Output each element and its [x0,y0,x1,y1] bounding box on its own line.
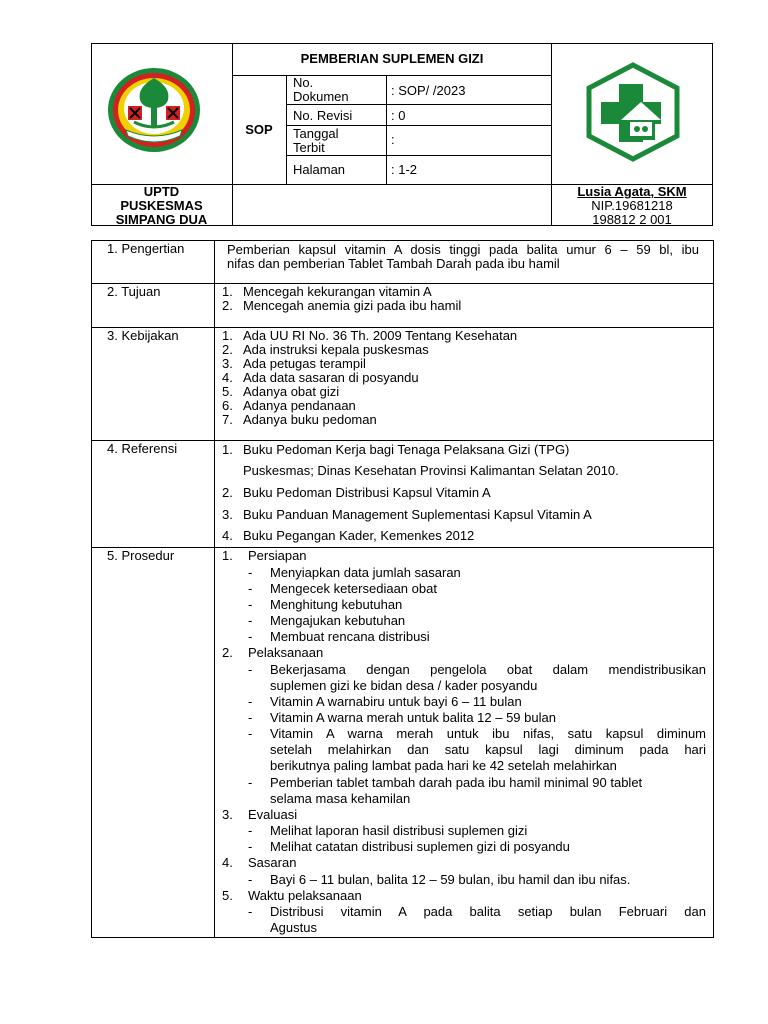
org-line-2: PUSKESMAS [120,198,203,213]
kebijakan-item: Adanya buku pedoman [243,412,377,427]
prosedur-step-num: 5. [222,888,233,903]
field-label-no-revisi: No. Revisi [293,108,353,123]
bullet-dash: - [248,726,253,741]
section-label-tujuan: 2. Tujuan [107,284,161,299]
kebijakan-num: 7. [222,412,233,427]
doc-title: PEMBERIAN SUPLEMEN GIZI [300,51,484,66]
sop-label: SOP [245,122,273,137]
bullet-dash: - [248,872,253,887]
referensi-num: 3. [222,507,233,522]
kebijakan-item: Ada data sasaran di posyandu [243,370,419,385]
kebijakan-num: 6. [222,398,233,413]
prosedur-item: Melihat catatan distribusi suplemen gizi di posyandu [270,839,570,854]
field-label-tanggal: Tanggal [293,126,339,141]
referensi-item: Buku Panduan Management Suplementasi Kapsul Vitamin A [243,507,592,522]
referensi-num: 4. [222,528,233,543]
prosedur-step-num: 1. [222,548,233,563]
bullet-dash: - [248,823,253,838]
header-divider [286,75,287,185]
prosedur-item: Menyiapkan data jumlah sasaran [270,565,461,580]
field-label-terbit: Terbit [293,140,325,155]
prosedur-item-cont: berikutnya paling lambat pada hari ke 42 setelah melahirkan [270,758,617,773]
bullet-dash: - [248,565,253,580]
prosedur-item-cont: suplemen gizi ke bidan desa / kader posyandu [270,678,538,693]
section-label-kebijakan: 3. Kebijakan [107,328,179,343]
bullet-dash: - [248,597,253,612]
prosedur-item-cont: selama masa kehamilan [270,791,411,806]
pengertian-line-1: Pemberian kapsul vitamin A dosis tinggi pada balita umur 6 – 59 bl, ibu [227,242,699,257]
prosedur-step-num: 3. [222,807,233,822]
prosedur-item: Melihat laporan hasil distribusi suplemen gizi [270,823,528,838]
kebijakan-item: Ada UU RI No. 36 Th. 2009 Tentang Kesehatan [243,328,518,343]
field-value-halaman: : 1-2 [391,162,418,177]
org-line-3: SIMPANG DUA [115,212,208,227]
field-value-no-dokumen: : SOP/ /2023 [391,83,466,98]
prosedur-item: Distribusi vitamin A pada balita setiap bulan Februari dan [270,904,706,919]
prosedur-item: Bayi 6 – 11 bulan, balita 12 – 59 bulan, ibu hamil dan ibu nifas. [270,872,631,887]
puskesmas-emblem-icon [585,62,681,162]
header-divider [286,104,552,105]
bullet-dash: - [248,904,253,919]
prosedur-item: Vitamin A warna merah untuk balita 12 – 59 bulan [270,710,556,725]
prosedur-step-title: Evaluasi [248,807,298,822]
referensi-item: Buku Pedoman Distribusi Kapsul Vitamin A [243,485,491,500]
header-divider [286,155,552,156]
bullet-dash: - [248,662,253,677]
bullet-dash: - [248,839,253,854]
signer-name: Lusia Agata, SKM [577,184,687,199]
kebijakan-item: Adanya obat gizi [243,384,340,399]
tujuan-item: Mencegah kekurangan vitamin A [243,284,432,299]
prosedur-item: Mengajukan kebutuhan [270,613,406,628]
prosedur-item: Vitamin A warnabiru untuk bayi 6 – 11 bulan [270,694,522,709]
pengertian-line-2: nifas dan pemberian Tablet Tambah Darah pada ibu hamil [227,256,560,271]
prosedur-item: Bekerjasama dengan pengelola obat dalam mendistribusikan [270,662,706,677]
field-value-no-revisi: : 0 [391,108,406,123]
kebijakan-num: 4. [222,370,233,385]
tujuan-num: 2. [222,298,233,313]
prosedur-item: Vitamin A warna merah untuk ibu nifas, satu kapsul diminum [270,726,706,741]
prosedur-step-num: 4. [222,855,233,870]
tujuan-num: 1. [222,284,233,299]
bullet-dash: - [248,694,253,709]
prosedur-step-title: Sasaran [248,855,297,870]
referensi-num: 1. [222,442,233,457]
kebijakan-item: Ada instruksi kepala puskesmas [243,342,429,357]
header-divider [386,75,387,185]
field-label-no-dokumen: No. [293,75,314,90]
signer-nip: NIP.19681218 [591,198,673,213]
section-label-prosedur: 5. Prosedur [107,548,175,563]
kebijakan-num: 1. [222,328,233,343]
bullet-dash: - [248,710,253,725]
kebijakan-item: Ada petugas terampil [243,356,366,371]
prosedur-step-title: Waktu pelaksanaan [248,888,362,903]
referensi-item: Buku Pegangan Kader, Kemenkes 2012 [243,528,475,543]
kebijakan-num: 2. [222,342,233,357]
kebijakan-num: 3. [222,356,233,371]
prosedur-item-cont: setelah melahirkan dan satu kapsul lagi diminum pada hari [270,742,706,757]
referensi-item: Buku Pedoman Kerja bagi Tenaga Pelaksana Gizi (TPG) [243,442,570,457]
regency-logo [104,60,204,160]
prosedur-step-title: Persiapan [248,548,307,563]
header-divider [232,75,552,76]
bullet-dash: - [248,613,253,628]
prosedur-item: Pemberian tablet tambah darah pada ibu hamil minimal 90 tablet [270,775,643,790]
section-label-pengertian: 1. Pengertian [107,241,185,256]
field-label-halaman: Halaman [293,162,346,177]
prosedur-item: Mengecek ketersediaan obat [270,581,437,596]
section-label-referensi: 4. Referensi [107,441,178,456]
referensi-num: 2. [222,485,233,500]
kebijakan-num: 5. [222,384,233,399]
bullet-dash: - [248,581,253,596]
tujuan-item: Mencegah anemia gizi pada ibu hamil [243,298,462,313]
prosedur-item: Membuat rencana distribusi [270,629,430,644]
bullet-dash: - [248,775,253,790]
prosedur-item-cont: Agustus [270,920,317,935]
content-divider [214,240,215,938]
regency-emblem-icon [104,60,204,160]
kebijakan-item: Adanya pendanaan [243,398,356,413]
prosedur-step-num: 2. [222,645,233,660]
content-divider [91,440,714,441]
referensi-item-cont: Puskesmas; Dinas Kesehatan Provinsi Kalimantan Selatan 2010. [243,463,619,478]
signer-nip-2: 198812 2 001 [592,212,672,227]
bullet-dash: - [248,629,253,644]
prosedur-item: Menghitung kebutuhan [270,597,403,612]
prosedur-step-title: Pelaksanaan [248,645,324,660]
puskesmas-logo [585,62,681,162]
field-label-no-dokumen-2: Dokumen [293,89,349,104]
content-divider [91,547,714,548]
field-value-tanggal: : [391,132,395,147]
org-line-1: UPTD [143,184,180,199]
